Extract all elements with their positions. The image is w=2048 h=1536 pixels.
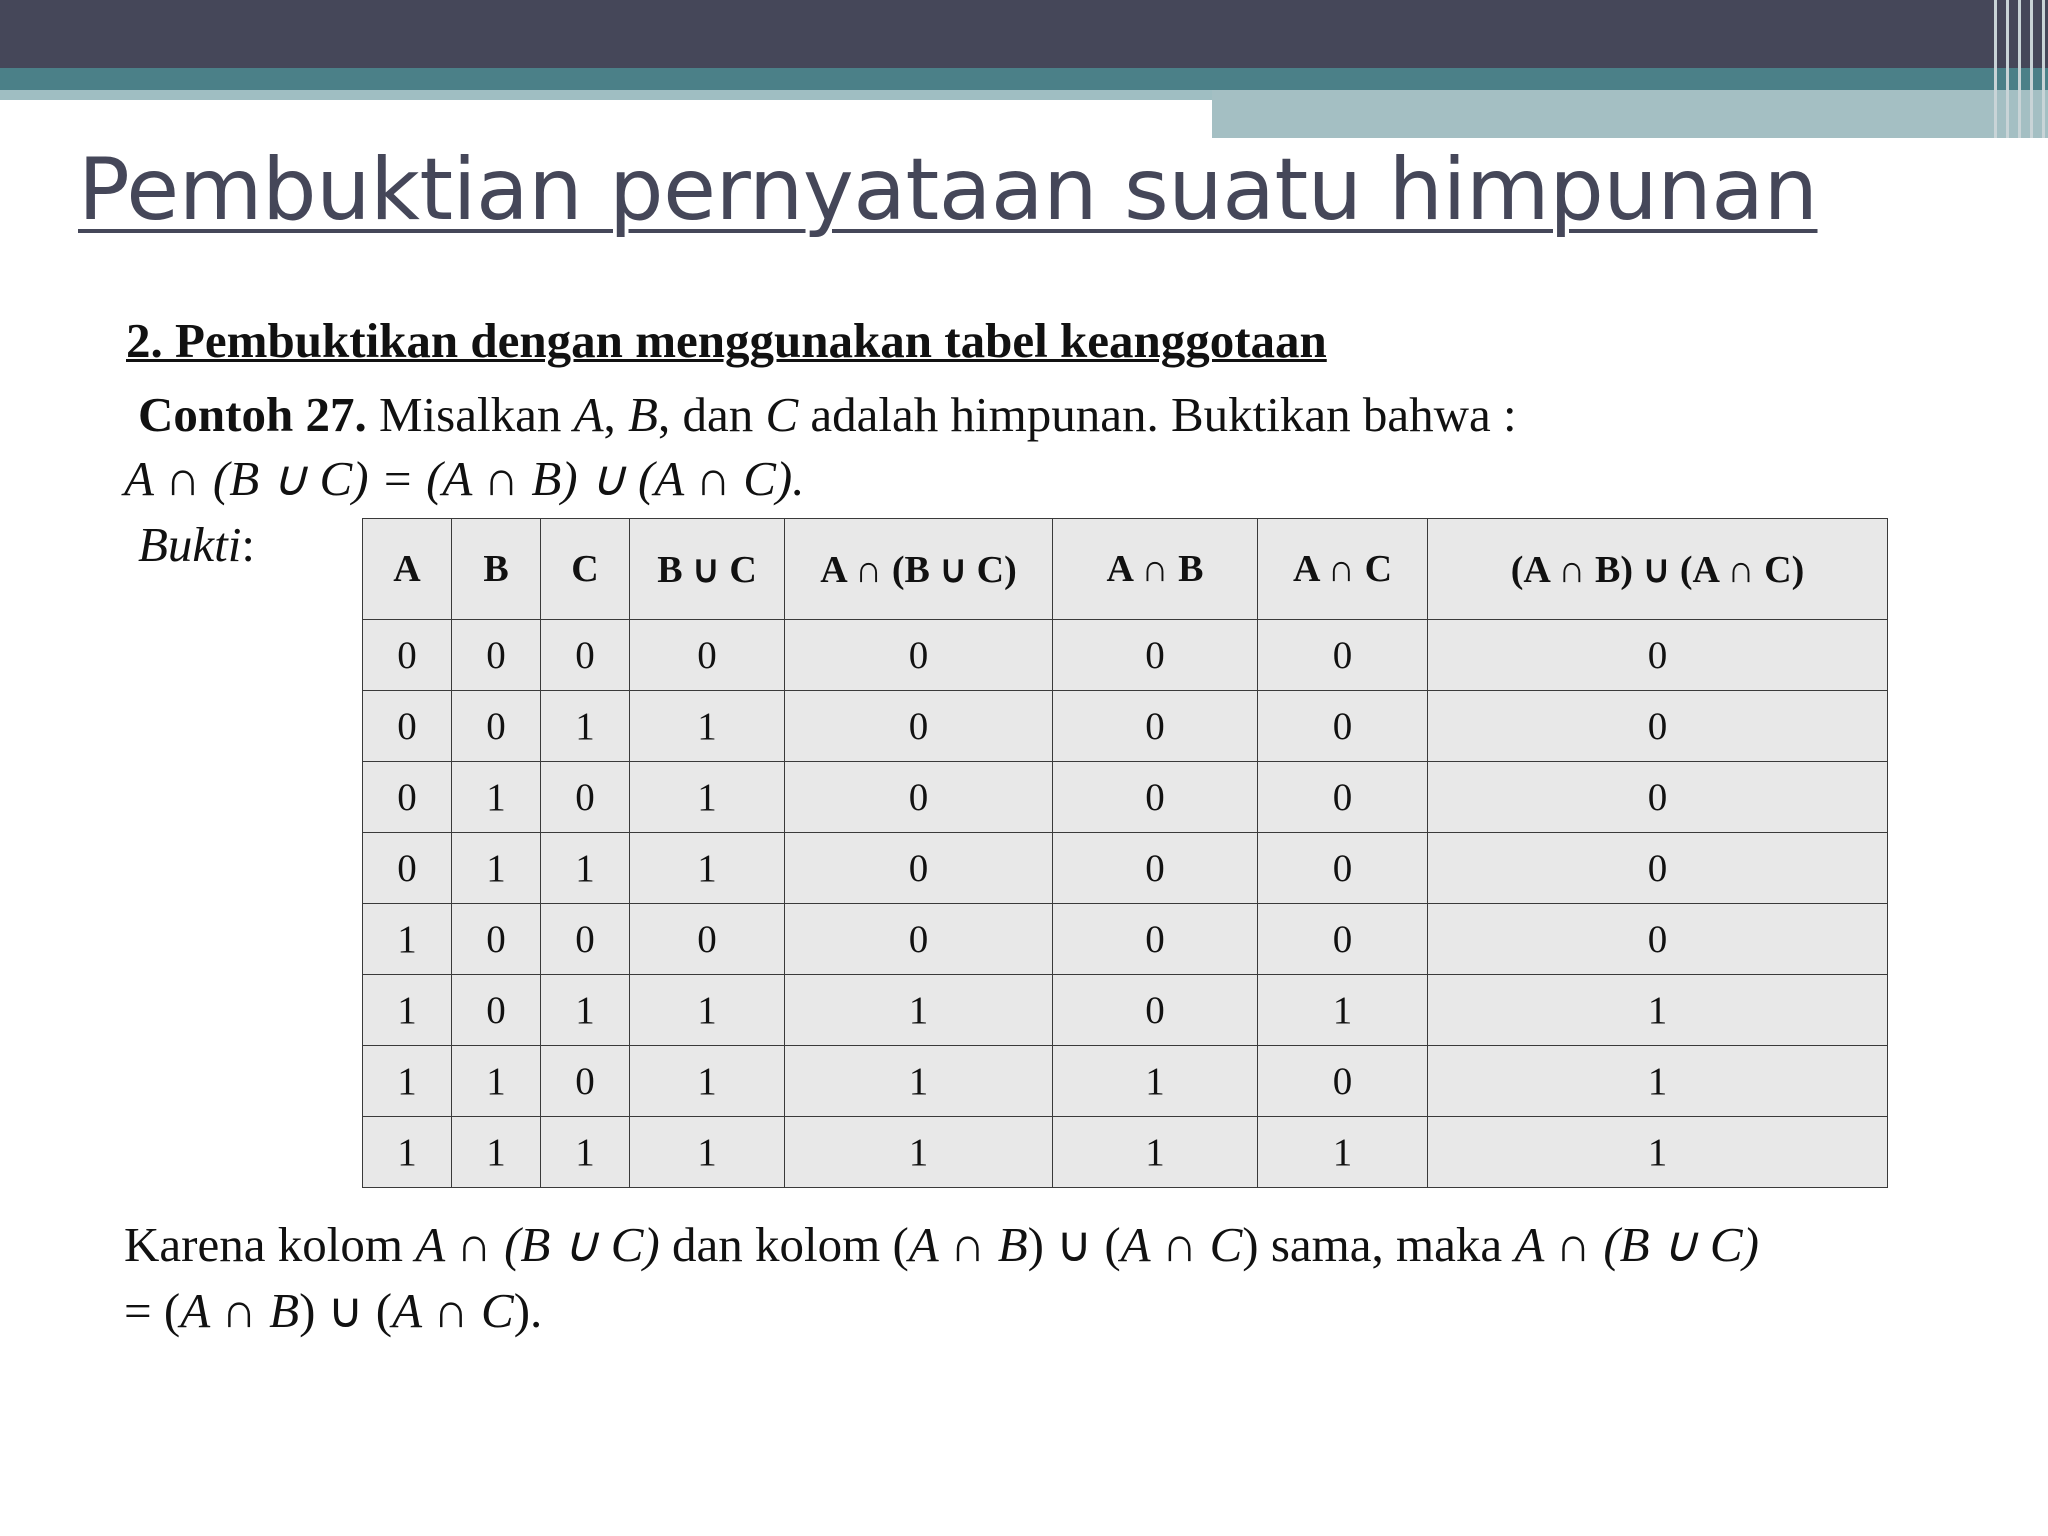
table-cell: 1 [363,975,452,1046]
slide-title: Pembuktian pernyataan suatu himpunan [78,140,1818,240]
table-cell: 0 [1258,833,1428,904]
table-cell: 1 [1053,1117,1258,1188]
table-cell: 0 [452,691,541,762]
table-cell: 1 [630,1046,785,1117]
proof-label-text: Bukti [138,517,242,572]
table-cell: 1 [630,1117,785,1188]
table-cell: 1 [630,762,785,833]
header-banner-teal [0,68,2048,90]
table-cell: 1 [1428,975,1888,1046]
table-cell: 0 [785,904,1053,975]
var-b: B [628,387,658,442]
table-cell: 0 [1258,620,1428,691]
table-cell: 0 [1053,620,1258,691]
table-cell: 0 [785,620,1053,691]
table-cell: 0 [1258,691,1428,762]
proof-label [138,516,255,573]
var-a: A [573,387,604,442]
table-cell: 0 [541,762,630,833]
separator-1: , [603,387,629,442]
table-cell: 0 [630,904,785,975]
table-cell: 0 [1428,691,1888,762]
table-cell: 0 [1053,975,1258,1046]
table-header-cell: C [541,519,630,620]
header-banner-dark [0,0,2048,68]
example-label: Contoh 27. [138,387,367,442]
table-header-cell: (A ∩ B) ∪ (A ∩ C) [1428,519,1888,620]
corner-stripes-decoration [1986,0,2048,138]
conclusion-expression: A ∩ C [1120,1217,1243,1272]
table-cell: 0 [785,833,1053,904]
table-header-cell: A ∩ (B ∪ C) [785,519,1053,620]
conclusion-expression: A ∩ (B ∪ C) [1514,1217,1759,1272]
table-row [363,975,1888,1046]
membership-table [362,518,1888,1188]
table-cell: 0 [785,691,1053,762]
conclusion-expression: A ∩ B [908,1217,1028,1272]
table-cell: 1 [363,1046,452,1117]
table-cell: 1 [630,833,785,904]
table-cell: 1 [630,975,785,1046]
table-cell: 0 [630,620,785,691]
table-cell: 1 [785,975,1053,1046]
table-cell: 0 [1428,620,1888,691]
table-row [363,762,1888,833]
table-cell: 0 [1428,762,1888,833]
table-cell: 1 [1258,975,1428,1046]
proof-colon: : [241,517,256,572]
table-row [363,620,1888,691]
table-cell: 0 [785,762,1053,833]
table-cell: 1 [452,762,541,833]
conclusion-line-2 [124,1282,542,1339]
table-cell: 0 [363,620,452,691]
table-cell: 1 [452,1117,541,1188]
table-header-cell: B [452,519,541,620]
table-row [363,1046,1888,1117]
conclusion-text: dan kolom ( [659,1217,909,1272]
table-cell: 1 [452,833,541,904]
table-row [363,691,1888,762]
table-header-cell: A ∩ B [1053,519,1258,620]
table-header-cell: A ∩ C [1258,519,1428,620]
formula-statement: A ∩ (B ∪ C) = (A ∩ B) ∪ (A ∩ C). [124,451,805,506]
table-cell: 1 [1258,1117,1428,1188]
conclusion-expression: A ∩ C [392,1283,514,1338]
table-cell: 0 [1258,1046,1428,1117]
table-cell: 0 [452,975,541,1046]
table-cell: 0 [1053,762,1258,833]
table-cell: 0 [452,620,541,691]
table-header-cell: B ∪ C [630,519,785,620]
example-text-1: Misalkan [366,387,574,442]
table-row [363,1117,1888,1188]
table-cell: 0 [363,833,452,904]
separator-2: , dan [657,387,766,442]
table-cell: 0 [1428,904,1888,975]
table-cell: 1 [363,904,452,975]
table-cell: 1 [541,975,630,1046]
table-cell: 0 [541,1046,630,1117]
example-text-2: adalah himpunan. Buktikan bahwa : [798,387,1517,442]
table-cell: 1 [785,1046,1053,1117]
table-cell: 0 [1258,904,1428,975]
table-row [363,904,1888,975]
table-cell: 0 [1428,833,1888,904]
table-cell: 0 [363,762,452,833]
table-cell: 0 [541,904,630,975]
table-cell: 1 [785,1117,1053,1188]
table-cell: 0 [1053,904,1258,975]
conclusion-expression: A ∩ (B ∪ C) [415,1217,660,1272]
table-cell: 0 [363,691,452,762]
table-cell: 1 [1428,1117,1888,1188]
table-header-cell: A [363,519,452,620]
table-cell: 1 [452,1046,541,1117]
table-cell: 0 [1258,762,1428,833]
table-row [363,833,1888,904]
section-subtitle: 2. Pembuktikan dengan menggunakan tabel keanggotaan [126,313,1327,368]
conclusion-text: ) ∪ ( [299,1283,393,1338]
table-cell: 1 [630,691,785,762]
table-cell: 0 [1053,691,1258,762]
table-cell: 0 [452,904,541,975]
header-banner-light [1212,90,2048,138]
table-cell: 1 [1428,1046,1888,1117]
table-cell: 0 [1053,833,1258,904]
table-cell: 1 [541,1117,630,1188]
conclusion-text: = ( [124,1283,181,1338]
conclusion-text: Karena kolom [124,1217,416,1272]
table-cell: 0 [541,620,630,691]
conclusion-text: ) sama, maka [1242,1217,1515,1272]
header-banner-thin [0,90,1212,100]
example-statement [138,386,1517,443]
table-cell: 1 [1053,1046,1258,1117]
conclusion-expression: A ∩ B [180,1283,300,1338]
conclusion-text: ) ∪ ( [1027,1217,1121,1272]
table-cell: 1 [363,1117,452,1188]
var-c: C [765,387,799,442]
table-header-row [363,519,1888,620]
table-cell: 1 [541,691,630,762]
conclusion-line-1 [124,1216,1759,1273]
conclusion-text: ). [513,1283,543,1338]
table-cell: 1 [541,833,630,904]
